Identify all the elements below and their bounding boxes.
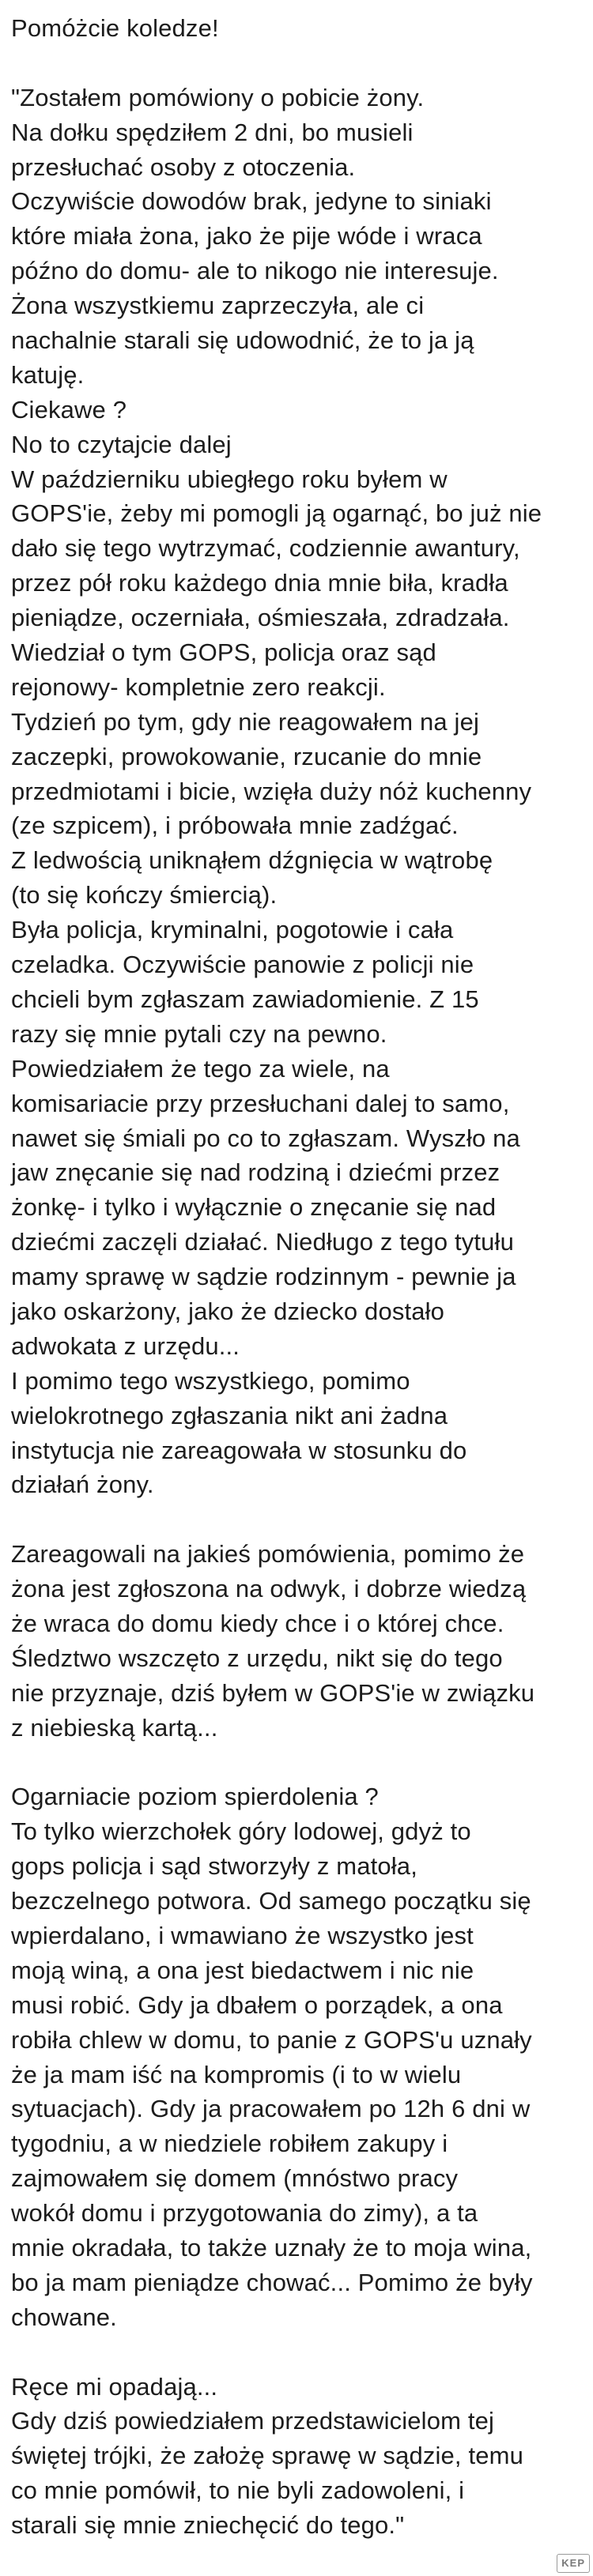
post-line: dało się tego wytrzymać, codziennie awantury,	[11, 534, 520, 563]
post-line: Gdy dziś powiedziałem przedstawicielom tej	[11, 2407, 495, 2435]
post-line: świętej trójki, że założę sprawę w sądzie, temu	[11, 2442, 523, 2470]
watermark-logo: KEP	[557, 2554, 590, 2573]
post-line: bo ja mam pieniądze chować... Pomimo że były	[11, 2268, 533, 2296]
post-line: Była policja, kryminalni, pogotowie i cała	[11, 916, 454, 944]
post-line: zajmowałem się domem (mnóstwo pracy	[11, 2164, 459, 2193]
post-line: Śledztwo wszczęto z urzędu, nikt się do tego	[11, 1644, 503, 1672]
post-line: Ciekawe ?	[11, 395, 127, 424]
post-line: starali się mnie zniechęcić do tego."	[11, 2511, 405, 2540]
post-line: że wraca do domu kiedy chce i o której chce.	[11, 1609, 504, 1637]
post-line: przez pół roku każdego dnia mnie biła, kradła	[11, 569, 508, 597]
post-line: gops policja i sąd stworzyły z matoła,	[11, 1852, 417, 1881]
post-line: moją winą, a ona jest biedactwem i nic nie	[11, 1956, 474, 1984]
post-line: że ja mam iść na kompromis (i to w wielu	[11, 2060, 462, 2088]
post-line: Ręce mi opadają...	[11, 2372, 218, 2401]
post-line: instytucja nie zareagowała w stosunku do	[11, 1436, 467, 1464]
post-line: robiła chlew w domu, to panie z GOPS'u uznały	[11, 2025, 532, 2054]
post-line: Powiedziałem że tego za wiele, na	[11, 1054, 390, 1083]
post-line: (to się kończy śmiercią).	[11, 881, 278, 910]
post-line: jako oskarżony, jako że dziecko dostało	[11, 1297, 445, 1325]
post-line: nawet się śmiali po co to zgłaszam. Wyszło na	[11, 1124, 520, 1152]
post-line: To tylko wierzchołek góry lodowej, gdyż to	[11, 1817, 471, 1846]
post-line: Z ledwością uniknąłem dźgnięcia w wątrobę	[11, 846, 493, 875]
post-line: nachalnie starali się udowodnić, że to ja ją	[11, 326, 474, 355]
post-line: Wiedział o tym GOPS, policja oraz sąd	[11, 638, 436, 667]
post-line: działań żony.	[11, 1471, 154, 1499]
post-line: "Zostałem pomówiony o pobicie żony.	[11, 83, 425, 111]
post-line: Oczywiście dowodów brak, jedyne to siniaki	[11, 187, 492, 216]
paragraph-gap	[11, 2335, 582, 2370]
post-line: żona jest zgłoszona na odwyk, i dobrze wiedzą	[11, 1575, 527, 1603]
post-line: chcieli bym zgłaszam zawiadomienie. Z 15	[11, 985, 479, 1013]
post-line: Na dołku spędziłem 2 dni, bo musieli	[11, 118, 414, 146]
post-line: czeladka. Oczywiście panowie z policji nie	[11, 951, 474, 979]
post-line: tygodniu, a w niedziele robiłem zakupy i	[11, 2130, 448, 2158]
post-line: Żona wszystkiemu zaprzeczyła, ale ci	[11, 292, 425, 320]
post-line: GOPS'ie, żeby mi pomogli ją ogarnąć, bo już nie	[11, 499, 542, 528]
post-line: Tydzień po tym, gdy nie reagowałem na jej	[11, 707, 480, 736]
post-line: sytuacjach). Gdy ja pracowałem po 12h 6 dni w	[11, 2095, 531, 2123]
paragraph-gap	[11, 1746, 582, 1780]
post-line: mamy sprawę w sądzie rodzinnym - pewnie ja	[11, 1263, 516, 1291]
post-line: mnie okradała, to także uznały że to moja wina,	[11, 2234, 532, 2262]
post-line: bezczelnego potwora. Od samego początku się	[11, 1887, 531, 1915]
post-line: adwokata z urzędu...	[11, 1331, 240, 1360]
post-line: żonkę- i tylko i wyłącznie o znęcanie się nad	[11, 1193, 497, 1222]
post-line: przesłuchać osoby z otoczenia.	[11, 153, 356, 181]
paragraph-gap	[11, 1502, 582, 1537]
post-line: dziećmi zaczęli działać. Niedługo z tego tytułu	[11, 1228, 514, 1256]
post-line: komisariacie przy przesłuchani dalej to samo,	[11, 1089, 510, 1117]
post-body	[11, 11, 582, 2543]
post-line: wokół domu i przygotowania do zimy), a ta	[11, 2199, 478, 2228]
post-line: z niebieską kartą...	[11, 1713, 218, 1742]
post-line: razy się mnie pytali czy na pewno.	[11, 1019, 387, 1048]
post-line: wpierdalano, i wmawiano że wszystko jest	[11, 1921, 474, 1949]
post-line: jaw znęcanie się nad rodziną i dziećmi przez	[11, 1158, 500, 1187]
post-line: chowane.	[11, 2303, 117, 2331]
post-line: No to czytajcie dalej	[11, 430, 232, 458]
post-line: katuję.	[11, 360, 85, 389]
post-line: Ogarniacie poziom spierdolenia ?	[11, 1783, 379, 1811]
post-line: W październiku ubiegłego roku byłem w	[11, 465, 448, 493]
post-line: musi robić. Gdy ja dbałem o porządek, a ona	[11, 1990, 503, 2019]
post-line: które miała żona, jako że pije wóde i wraca	[11, 222, 482, 250]
post-line: Pomóżcie koledze!	[11, 14, 219, 42]
post-line: przedmiotami i bicie, wzięła duży nóż kuchenny	[11, 777, 532, 805]
post-line: wielokrotnego zgłaszania nikt ani żadna	[11, 1401, 448, 1429]
post-line: zaczepki, prowokowanie, rzucanie do mnie	[11, 742, 482, 770]
post-line: (ze szpicem), i próbowała mnie zadźgać.	[11, 812, 459, 840]
post-line: co mnie pomówił, to nie byli zadowoleni, i	[11, 2476, 465, 2505]
post-line: późno do domu- ale to nikogo nie interesuje.	[11, 257, 499, 285]
paragraph-gap	[11, 46, 582, 81]
post-line: pieniądze, oczerniała, ośmieszała, zdradzała.	[11, 604, 510, 632]
post-line: Zareagowali na jakieś pomówienia, pomimo że	[11, 1540, 525, 1569]
post-line: I pomimo tego wszystkiego, pomimo	[11, 1366, 410, 1395]
post-line: nie przyznaje, dziś byłem w GOPS'ie w związku	[11, 1678, 535, 1707]
post-line: rejonowy- kompletnie zero reakcji.	[11, 672, 386, 701]
